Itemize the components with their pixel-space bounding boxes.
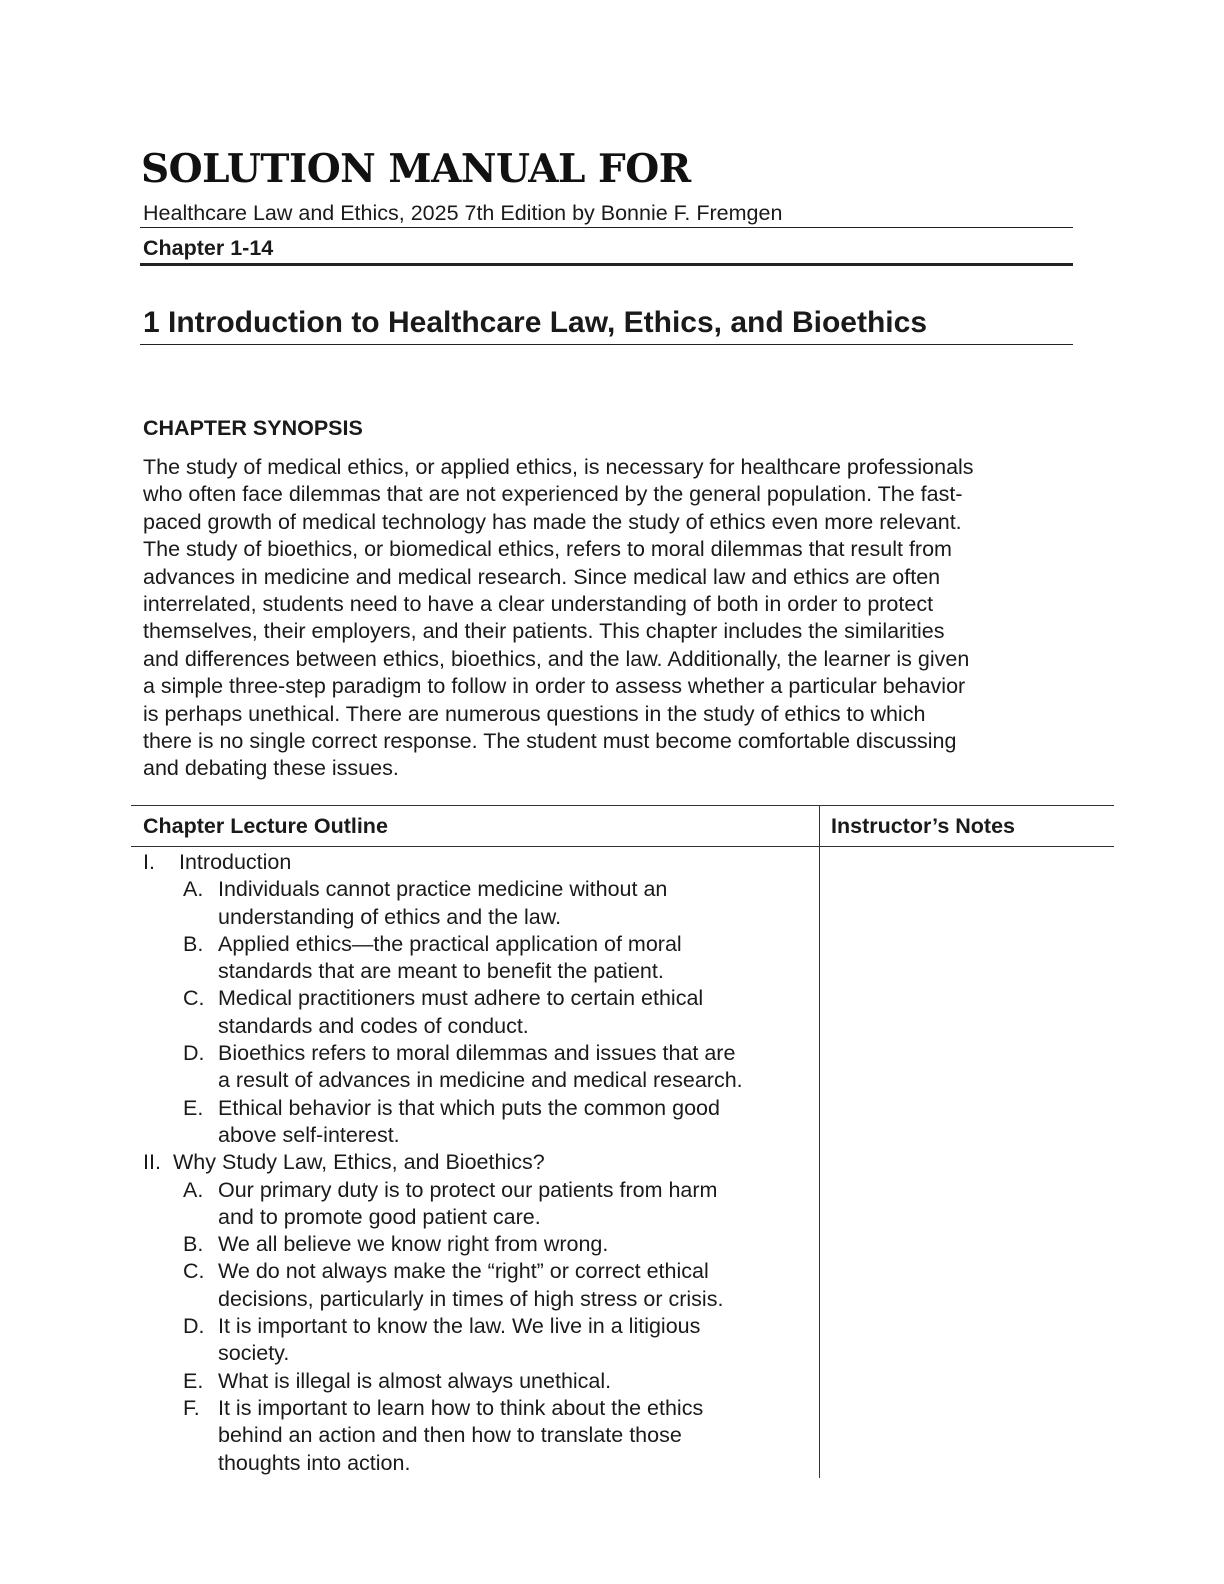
section-numeral: I. — [143, 850, 155, 874]
item-text: a result of advances in medicine and medical research. — [218, 1068, 743, 1093]
item-text: standards and codes of conduct. — [218, 1013, 529, 1038]
outline-item-line — [143, 1177, 813, 1204]
item-text: standards that are meant to benefit the patient. — [218, 959, 664, 984]
outline-item-line — [143, 876, 813, 903]
item-text: It is important to know the law. We live in a litigious — [218, 1314, 701, 1339]
chapter-heading: 1 Introduction to Healthcare Law, Ethics, and Bioethics — [143, 306, 928, 339]
synopsis-line: there is no single correct response. The student must become comfortable discussing — [143, 729, 957, 754]
outline-item-line — [143, 1040, 813, 1067]
lecture-outline — [143, 849, 813, 1477]
book-subtitle: Healthcare Law and Ethics, 2025 7th Edition by Bonnie F. Fremgen — [143, 201, 783, 225]
item-text: understanding of ethics and the law. — [218, 904, 562, 929]
item-letter: D. — [183, 1314, 205, 1339]
item-text: We do not always make the “right” or correct ethical — [218, 1259, 709, 1284]
header-rule — [140, 263, 1073, 266]
outline-item-line — [143, 985, 813, 1012]
outline-item-line — [143, 1013, 813, 1040]
outline-column-header: Chapter Lecture Outline — [143, 814, 388, 838]
outline-section — [143, 849, 813, 876]
synopsis-line: The study of bioethics, or biomedical ethics, refers to moral dilemmas that result from — [143, 537, 952, 562]
section-title: Introduction — [179, 850, 292, 874]
synopsis-line: a simple three-step paradigm to follow in order to assess whether a particular behavior — [143, 674, 966, 699]
outline-item-line — [143, 1313, 813, 1340]
item-letter: F. — [183, 1395, 200, 1420]
synopsis-line: interrelated, students need to have a clear understanding of both in order to protect — [143, 592, 934, 617]
item-text: Applied ethics—the practical application of moral — [218, 931, 682, 956]
item-text: Our primary duty is to protect our patients from harm — [218, 1177, 718, 1202]
item-text: society. — [218, 1341, 290, 1366]
item-text: behind an action and then how to translate those — [218, 1423, 682, 1448]
synopsis-line: is perhaps unethical. There are numerous questions in the study of ethics to which — [143, 701, 926, 726]
item-text: Bioethics refers to moral dilemmas and issues that are — [218, 1041, 736, 1066]
table-column-divider — [819, 805, 820, 1478]
section-title: Why Study Law, Ethics, and Bioethics? — [173, 1150, 545, 1175]
outline-item-line — [143, 958, 813, 985]
chapter-range: Chapter 1-14 — [143, 236, 274, 260]
outline-item-line — [143, 1368, 813, 1395]
item-letter: B. — [183, 1232, 204, 1257]
notes-column-header: Instructor’s Notes — [831, 814, 1015, 838]
synopsis-body — [143, 454, 1083, 783]
outline-item-line — [143, 1286, 813, 1313]
item-letter: E. — [183, 1368, 204, 1393]
outline-item-line — [143, 1067, 813, 1094]
outline-item-line — [143, 1340, 813, 1367]
outline-item-line — [143, 1258, 813, 1285]
table-top-rule — [131, 805, 1114, 806]
item-text: and to promote good patient care. — [218, 1204, 541, 1229]
outline-item-line — [143, 1450, 813, 1477]
table-header-rule — [131, 846, 1114, 847]
synopsis-line: advances in medicine and medical research. Since medical law and ethics are often — [143, 564, 941, 589]
outline-item-line — [143, 1395, 813, 1422]
outline-item-line — [143, 1095, 813, 1122]
outline-item-line — [143, 1122, 813, 1149]
synopsis-line: The study of medical ethics, or applied ethics, is necessary for healthcare professionals — [143, 455, 974, 479]
chapter-heading-rule — [140, 344, 1073, 345]
synopsis-heading: CHAPTER SYNOPSIS — [143, 416, 363, 440]
item-text: above self-interest. — [218, 1122, 400, 1147]
item-text: What is illegal is almost always unethical. — [218, 1368, 612, 1393]
item-letter: A. — [183, 1177, 204, 1202]
item-letter: C. — [183, 1259, 205, 1284]
synopsis-line: paced growth of medical technology has made the study of ethics even more relevant. — [143, 509, 962, 534]
outline-item-line — [143, 1231, 813, 1258]
item-letter: B. — [183, 931, 204, 956]
synopsis-line: and debating these issues. — [143, 756, 399, 781]
subtitle-rule — [140, 227, 1073, 228]
banner-title: SOLUTION MANUAL FOR — [141, 146, 691, 192]
synopsis-line: themselves, their employers, and their patients. This chapter includes the similarities — [143, 619, 945, 644]
item-letter: E. — [183, 1095, 204, 1120]
section-numeral: II. — [143, 1150, 161, 1175]
synopsis-line: who often face dilemmas that are not experienced by the general population. The fast- — [143, 482, 963, 507]
item-text: It is important to learn how to think about the ethics — [218, 1395, 704, 1420]
item-text: Ethical behavior is that which puts the common good — [218, 1095, 720, 1120]
item-letter: A. — [183, 877, 204, 902]
outline-section — [143, 1149, 813, 1176]
item-letter: D. — [183, 1041, 205, 1066]
outline-item-line — [143, 931, 813, 958]
synopsis-line: and differences between ethics, bioethics, and the law. Additionally, the learner is given — [143, 646, 970, 671]
outline-item-line — [143, 1204, 813, 1231]
item-text: decisions, particularly in times of high stress or crisis. — [218, 1286, 724, 1311]
outline-item-line — [143, 1422, 813, 1449]
item-text: Medical practitioners must adhere to certain ethical — [218, 986, 704, 1011]
item-text: Individuals cannot practice medicine without an — [218, 877, 668, 902]
item-letter: C. — [183, 986, 205, 1011]
item-text: We all believe we know right from wrong. — [218, 1232, 609, 1257]
outline-item-line — [143, 904, 813, 931]
item-text: thoughts into action. — [218, 1450, 411, 1475]
